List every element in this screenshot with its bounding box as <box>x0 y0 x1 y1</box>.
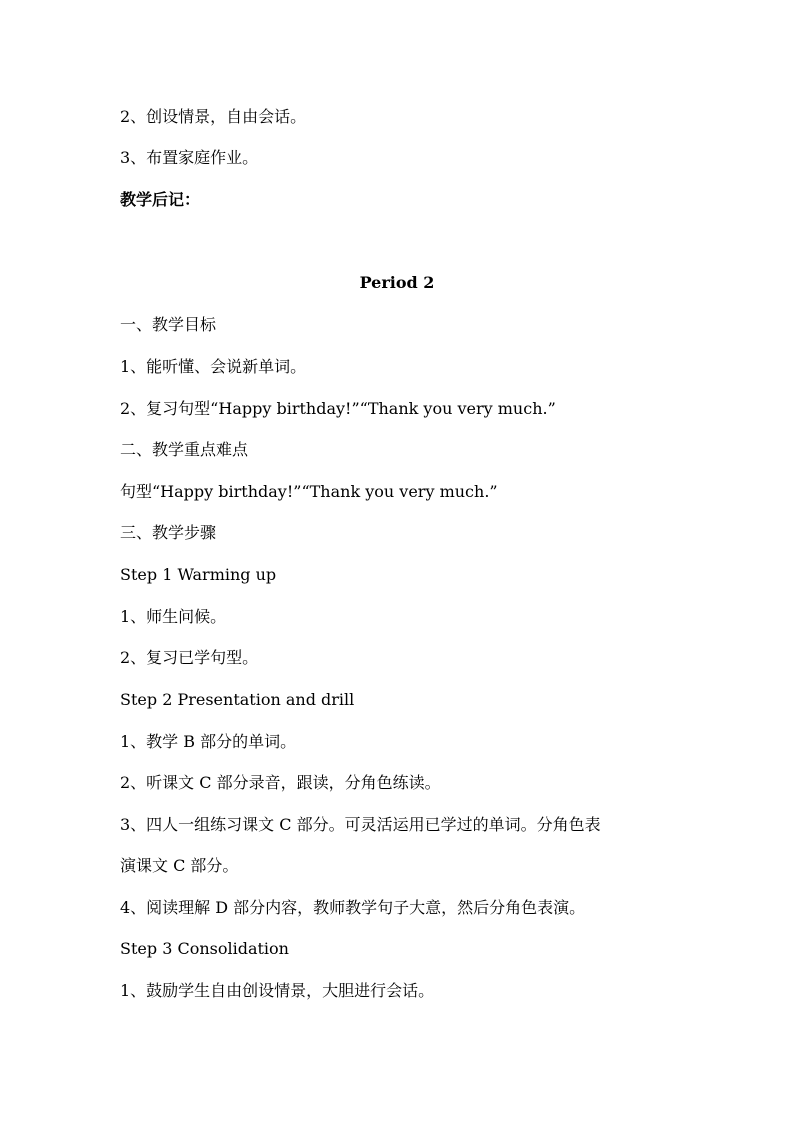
period-title: Period 2 <box>359 273 435 292</box>
section-heading-objectives: 一、教学目标 <box>120 315 217 334</box>
section-heading-key-points: 二、教学重点难点 <box>120 440 249 459</box>
text-line: 1、师生问候。 <box>120 607 227 626</box>
text-line: 4、阅读理解 D 部分内容，教师教学句子大意，然后分角色表演。 <box>120 898 586 917</box>
step-heading: Step 2 Presentation and drill <box>120 690 355 709</box>
text-line: 句型“Happy birthday!”“Thank you very much.” <box>120 482 498 501</box>
step-heading: Step 1 Warming up <box>120 565 277 584</box>
section-heading-teaching-notes: 教学后记： <box>120 190 201 209</box>
text-line: 2、复习句型“Happy birthday!”“Thank you very much.” <box>120 399 556 418</box>
text-line: 2、听课文 C 部分录音，跟读，分角色练读。 <box>120 773 441 792</box>
text-line: 3、四人一组练习课文 C 部分。可灵活运用已学过的单词。分角色表 <box>120 815 601 834</box>
text-line: 2、创设情景，自由会话。 <box>120 107 307 126</box>
text-line: 2、复习已学句型。 <box>120 648 259 667</box>
text-line: 3、布置家庭作业。 <box>120 148 259 167</box>
text-line: 1、能听懂、会说新单词。 <box>120 357 307 376</box>
text-line: 1、教学 B 部分的单词。 <box>120 732 297 751</box>
text-line: 1、鼓励学生自由创设情景，大胆进行会话。 <box>120 981 435 1000</box>
step-heading: Step 3 Consolidation <box>120 939 289 958</box>
text-line: 演课文 C 部分。 <box>120 856 239 875</box>
section-heading-steps: 三、教学步骤 <box>120 523 217 542</box>
